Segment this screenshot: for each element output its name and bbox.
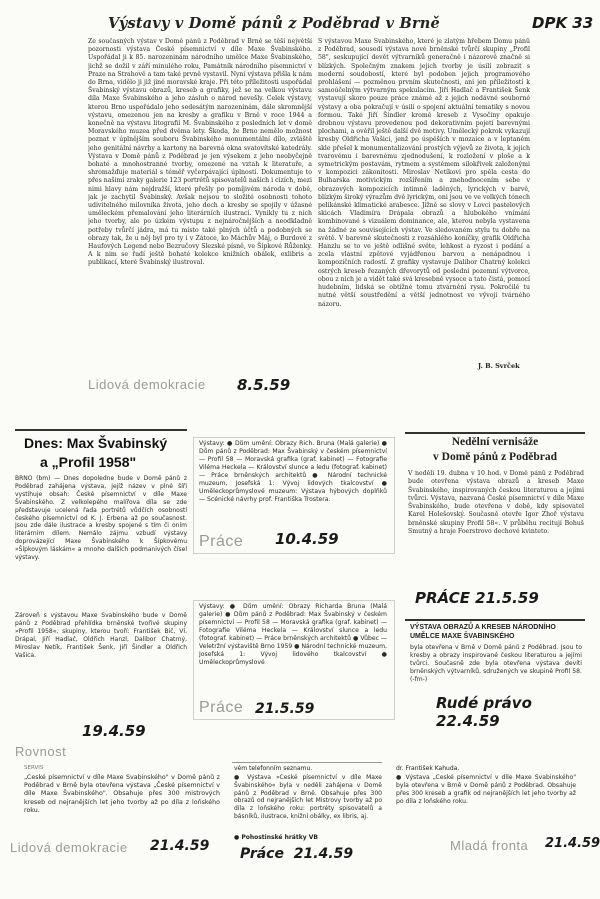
clip-body: Výstavy: ● Dům umění: Obrazy Rich. Bruna (Malá galerie) ● Dům pánů z Poděbrad: Max Švabinský v českém písemnictví — Profil 58 — Moravská grafika (graf. kabinet) — Fotografie Viléma Heckela — Království slunce a ledu (fotograf. kabinet) — Práce brněnských architektů ● Národní technické muzeum, Josefská 1: Vývoj lidových tkalcovství ● Uměleckoprůmyslové muzeum: Výstava hýbových doplňků — Scénické návrhy prof. Františka Trostera.	[199, 440, 387, 503]
source-label: Rovnost	[15, 744, 67, 759]
divider	[232, 762, 382, 763]
handwritten-date: 19.4.59	[82, 722, 146, 740]
clip-body: „České písemnictví v díle Maxe Švabinského" v Domě pánů z Poděbrad v Brně byla otevřena výstava „České písemnictví v díle Maxe Švabinského". Obsahuje přes 300 mistrových kreseb od nejranějších let jeho tvorby až po díla z loňského roku.	[24, 774, 220, 814]
source-label: Práce	[199, 533, 244, 550]
clip-headline-2: v Domě pánů z Poděbrad	[433, 451, 557, 463]
article-column-2: S výstavou Maxe Švabinského, které je zlatým hřebem Domu pánů z Poděbrad, sousedí výstava nové brněnské tvůrčí skupiny „Profil 58", seskupující devět výtvarníků generačně i názorově značně si blízkých. Společným znakem jejich tvorby je úsilí zobrazit s moderní soudobostí, které byl podoben jejich programového prohlášení — pozměnou prvním skutečnosti, ani jen příležitostí k samoúčelným výtvarným spekulacím. Jiří Hadlač a František Šenk vystavují skoro pouze práce známé až z jejich nedávné souborné výstavy a oba pokračují v úsilí o spojení aktuální tematiky s novou formou. Také Jiří Šindler kromě kreseb z Vysočiny opakuje drobnou výstavu provedenou pod dekorativním pojetí barevnými plochami, a ověřil ještě další dvě motivy. Umělecký pokrok vykazují kresby Oldřicha Vašici, jenž po úspěších v mozaice a v leptaném skle přešel k monumentalizování prostých výjevů ze života, k jejich tvarovému i barevnému zjednodušení, k rozložení v ploše a k symetrickým postavám, rytmem a systémem silokřivek založenými v kompozici zákonitosti. Miroslav Netíkovi pro spěla cesta do Bulharska motivickým rozšířením a znehodnocením sebe v obrazových kompozicích intimně laděných, lyrických v barvě, blízkým široký výrazům dvě lyrickým, oni jsou ve ve velkých tónech pelikánské klimatické arabesce. Jižně se slovy v Lovci pastelových skicách Vladimíra Drápala obrazů a hlubokého vnímání kombinované s vizuálem dominance, ale, kterou nebyla vystavena na žádné ze souvisejících výstav. Ve sledovaném stylu tu dobře na světě. V barevné skutečnosti z rozsáhlého koníčky, grafik Oldřicha Hanzlu se to ve ještě odlišné světe, lehkost a ryzost i podání a zcela vlastní zpětové vyjádřenou barvou a nenápadnou i kompozičních radostí. Z grafiky vystavuje Dalibor Chatrný kolekci ostrých kreseb řezaných dřevorytů od poslední pozemní výtvorce, obou z nich je a vidět také svá kresebně vysoce a tato čistá, pomocí hudebním, lidská se obtížné tomu ztvárnění rysu. Pokročilé tu nutné větší soustředění a větší jednotnost ve vývoji tvárného názoru.	[318, 38, 530, 308]
handwritten-date: 8.5.59	[237, 376, 291, 394]
clip-header: SERVIS	[24, 765, 44, 771]
clip-body: Výstavy: ● Dům umění: Obrazy Richarda Bruna (Malá galerie) ● Dům pánů z Poděbrad: Max Švabinský v českém písemnictví — Profil 58 — Moravská grafika (graf. kabinet) — Fotografie Viléma Heckela — Království slunce a ledu (fotograf. kabinet) — Práce brněnských architektů ● Vůbec — Veletržní výstaviště Brno 1959 ● Národní technické muzeum, Josefská 1: Vývoj lidového tkalcovství ● Uměleckoprůmyslové	[199, 603, 387, 666]
clip-body: ● Výstava »České písemnictví v díle Maxe Švabinského« byla v neděli zahájena v Domě pánů z Poděbrad v Brně. Obsahuje přes 300 obrazů od nejranějších let Mistrovy tvorby až po díla z loňského roku: portréty spisovatelů a básníků, ilustrace, knižní obálky, ex libris, aj.	[234, 774, 382, 820]
divider	[15, 429, 187, 431]
clip-headline-1: Dnes: Max Švabinský	[24, 435, 168, 451]
source-label: Lidová demokracie	[88, 377, 206, 392]
clip-headline-2: a „Profil 1958"	[40, 454, 137, 470]
article-title: Výstavy v Domě pánů z Poděbrad v Brně	[108, 15, 440, 32]
source-label: Mladá fronta	[450, 838, 529, 853]
clip-headline-1: Nedělní vernisáže	[451, 436, 539, 448]
handwritten-date: 21.4.59	[150, 838, 210, 854]
source-label: Lidová demokracie	[10, 840, 128, 855]
handwritten-date: 10.4.59	[275, 530, 339, 548]
handwritten-date: PRÁCE 21.5.59	[415, 589, 539, 607]
archive-mark: DPK 33	[532, 14, 594, 32]
handwritten-source-date: Rudé právo 22.4.59	[436, 694, 532, 730]
clip-headline: VÝSTAVA OBRAZŮ A KRESEB NÁRODNÍHO UMĚLCE MAXE ŠVABINSKÉHO	[410, 624, 556, 640]
divider	[405, 619, 585, 621]
handwritten-date: 21.5.59	[255, 701, 315, 717]
clip-body: BRNO (bm) — Dnes dopoledne bude v Domě pánů z Poděbrad zahájena výstava, jejíž název v plné šíři vystihuje obsah: České písemnictví v díle Maxe Švabinského. Z velkolepého malířova díla se zde představuje ucelená řada portrétů vůdčích osobností českého písemnictví od K. J. Erbena až po současnost. Jsou zde dále ilustrace a kresby spojené s tím či oním literárním dílem. Nemálo zájmu vzbudí výstavy doprovázející Maxe Švabinského k Šípkovému »Šípkovým láskám« a mnoho dalších podmanivých čísel výstavy.	[15, 475, 187, 562]
clip-top-line: vém telefonním seznamu.	[234, 765, 313, 772]
divider	[405, 432, 585, 434]
clip-body: ● Výstava „České písemnictví v díle Maxe Švabinského" byla otevřena v Brně v Domě pánů z Poděbrad. Obsahuje přes 300 kreseb a grafik od nejranějších let jeho tvorby až po díla z loňského roku.	[396, 774, 576, 805]
clip-body-2: Zároveň s výstavou Maxe Švabinského bude v Domě pánů z Poděbrad přehlídka brněnské tvořivé skupiny »Profil 1958«, skupiny, kterou tvoří: František Bič, Vl. Drápal, Jiří Hadlač, Oldřich Hanzl, Dalibor Chatrný, Miroslav Netík, František Šenk, Jiří Šindler a Oldřich Vašica.	[15, 612, 187, 659]
article-signature: J. B. Svrček	[478, 362, 520, 370]
clip-body: V neděli 19. dubna v 10 hod. v Domě pánů z Poděbrad bude otevřena výstava obrazů a kreseb Maxe Švabinského, inspirovaných českou literaturou a jejími tvůrci. Výstava, nazvaná České písemnictví v díle Maxe Švabinského, bude otevřena v době, kdy spisovatel Karel Holešovský. Současně otevře Igor Zhoř výstavu brněnské skupiny Profil 58«. V průběhu recitují Bohuš Smutný a hraje Foerstrovo dechové kvinteto.	[408, 470, 584, 536]
article-column-1: Ze současných výstav v Domě pánů z Poděbrad v Brně se těší největší pozornosti výstava České písemnictví v díle Maxe Švabinského. Uspořádal ji k 85. narozeninám národního umělce Maxe Švabinského, jichž se dožil v září minulého roku, Památník národního písemnictví v Praze na Strahově a tam také prvně vystavil. Nyní výstava přišla k nám do Brna, vidělo ji již jiné moravské kraje. Při této příležitosti uspořádal Švabinský výstavu obrazů, kreseb a grafiky, jež se na velkou výstavu díla Maxe Švabinského a jeho zásluh o národ nevešly. Celek výstavy, kterou Brno uspořádalo jeho sedesátým narozeninám, dále skromnější výstavu, omezenou jen na kresby a grafiku v Brně v roce 1944 a konečně na výstavu litografií M. Švabinského z posledních let v domě Moravského muzea před dvěma lety. Škoda, že Brno nemělo možnost poznat v úplnějším souboru Švabinského monumentální dílo, zvláště jeho genitální návrhy a kartony na barevná okna svatovítské katedrály. Výstava v Domě pánů z Poděbrad je jen výsekem z jeho neobyčejně bohaté a mnohostranné tvorby, omezené na vztah k literatuře, a shromažďuje materiál s téměř vyčerpávající úplností. Dokumentuje to přes našimi zraky galerie 123 portrétů spisovatelů našich i cizích, mezi nimi hlavy nám nejdražší, které přešly po pomíjivém národa v době, jak je zachytil Švabinský. Avšak nejsou to složité osobnosti tohoto udivitelného milovníka života, jeho dech a kresby se spojily v úžasné uměleckém přemalování jeho literárních ilustrací. Vynikly tu z nich jeho tvorby, ale po úzkém výstupu z nejnáročnějších a neodkladně potřeby tvůrčí jádra, má tu místo také plných účtů a podobných se obrazy tak, že u něj byl pro ty i v Zátoce, ko Máchův Máj, o Burdové z Haufových Legend nebo Bezručovy Slezské písně, ve Šípkové Růženky. A k nim se řadí ještě bohaté kolekce knižních obálek, exlibris a publikací, které Švabinský ilustroval.	[88, 38, 312, 267]
handwritten-source-date: Práce 21.4.59	[240, 846, 354, 862]
clip-footer: ● Pohostinské hrátky VB	[234, 834, 318, 841]
clip-body: byla otevřena v Brně v Domě pánů z Poděbrad. Jsou to kresby a obrazy inspirované českou literaturou a jejími tvůrci. Současně zde byla otevřena výstava devíti brněnských výtvarníků, sdružených ve skupině Profil 58. (-fm-)	[410, 644, 582, 683]
clip-top-line: dr. František Kahuda.	[396, 765, 460, 772]
handwritten-date: 21.4.59	[545, 836, 600, 851]
source-label: Práce	[199, 699, 244, 716]
